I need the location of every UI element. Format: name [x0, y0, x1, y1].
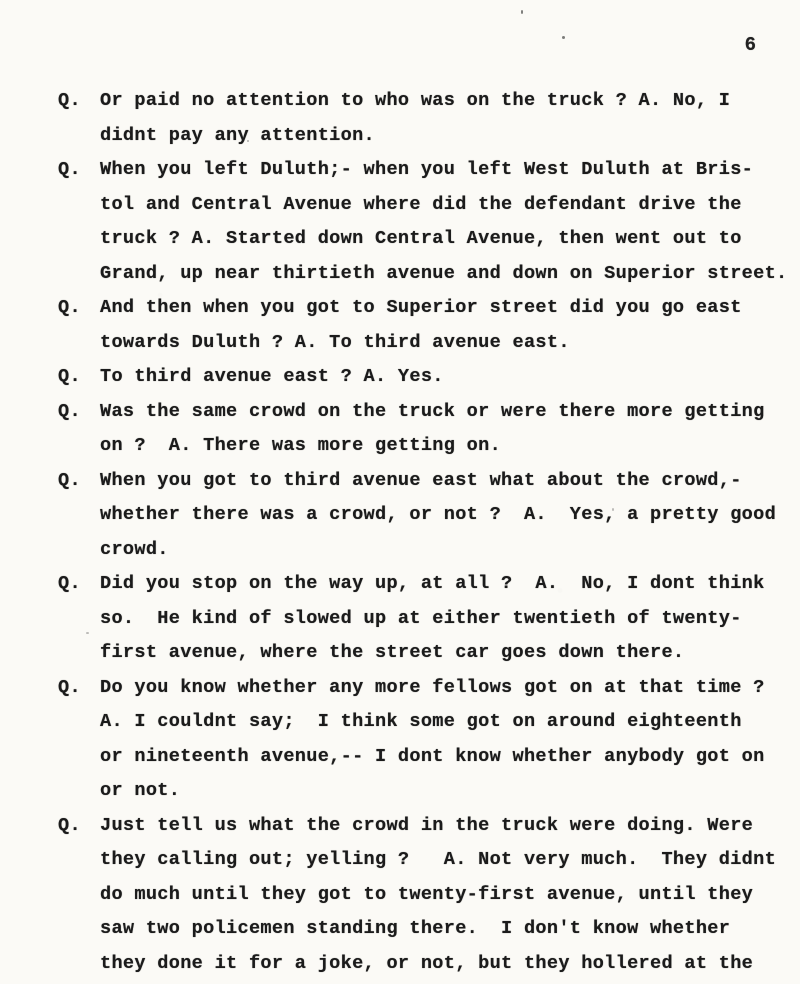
transcript-line: When you got to third avenue east what about the crowd,- [100, 469, 742, 491]
transcript-line: truck ? A. Started down Central Avenue, then went out to [100, 228, 742, 249]
transcript-line: they done it for a joke, or not, but they hollered at the [100, 952, 754, 974]
transcript-line: or not. [100, 780, 181, 801]
transcript-line: A. I couldnt say; I think some got on around eighteenth [100, 711, 742, 732]
transcript-line: do much until they got to twenty-first avenue, until they [100, 883, 754, 905]
transcript-line: Do you know whether any more fellows got on at that time ? [100, 676, 765, 698]
transcript-line: tol and Central Avenue where did the defendant drive the [100, 193, 742, 215]
transcript-line: When you left Duluth;- when you left West Duluth at Bris- [100, 159, 754, 180]
transcript-line: Grand, up near thirtieth avenue and down on Superior street. [100, 262, 788, 284]
qa-entry [58, 464, 777, 568]
page-number: 6 [744, 34, 756, 56]
transcript-line: Or paid no attention to who was on the truck ? A. No, I [100, 90, 731, 111]
transcript-line: To third avenue east ? A. Yes. [100, 366, 444, 387]
transcript-line: saw two policemen standing there. I don't know whether [100, 918, 731, 939]
qa-entry [58, 153, 788, 291]
transcript-line: towards Duluth ? A. To third avenue east. [100, 331, 570, 353]
transcript-line: so. He kind of slowed up at either twentieth of twenty- [100, 607, 742, 629]
question-label: Q. [58, 573, 81, 594]
scan-speck [521, 10, 523, 14]
qa-entry [58, 809, 777, 982]
transcript-line: on ? A. There was more getting on. [100, 435, 502, 456]
question-label: Q. [58, 676, 81, 698]
transcript-line: whether there was a crowd, or not ? A. Yes, a pretty good [100, 504, 777, 525]
transcript-line: they calling out; yelling ? A. Not very much. They didnt [100, 849, 777, 870]
transcript-line: or nineteenth avenue,-- I dont know whether anybody got on [100, 745, 765, 767]
qa-entry [58, 671, 765, 809]
question-label: Q. [58, 469, 81, 491]
transcript-line: Did you stop on the way up, at all ? A. No, I dont think [100, 573, 765, 594]
qa-entry [58, 567, 765, 671]
scan-speck [562, 36, 565, 39]
qa-entry [58, 395, 765, 464]
transcript-line: Just tell us what the crowd in the truck were doing. Were [100, 814, 754, 836]
question-label: Q. [58, 90, 81, 111]
transcript-line: And then when you got to Superior street did you go east [100, 297, 742, 318]
qa-entry [58, 360, 760, 395]
question-label: Q. [58, 400, 81, 422]
question-label: Q. [58, 366, 81, 387]
question-label: Q. [58, 297, 81, 318]
transcript-line: crowd. [100, 538, 169, 560]
question-label: Q. [58, 814, 81, 836]
question-label: Q. [58, 159, 81, 180]
transcript-line: Was the same crowd on the truck or were there more getting [100, 400, 765, 422]
transcript-body [58, 84, 788, 981]
transcript-line: didnt pay any attention. [100, 124, 375, 146]
transcript-line: first avenue, where the street car goes down there. [100, 642, 685, 663]
qa-entry [58, 291, 760, 360]
qa-entry [58, 84, 760, 153]
